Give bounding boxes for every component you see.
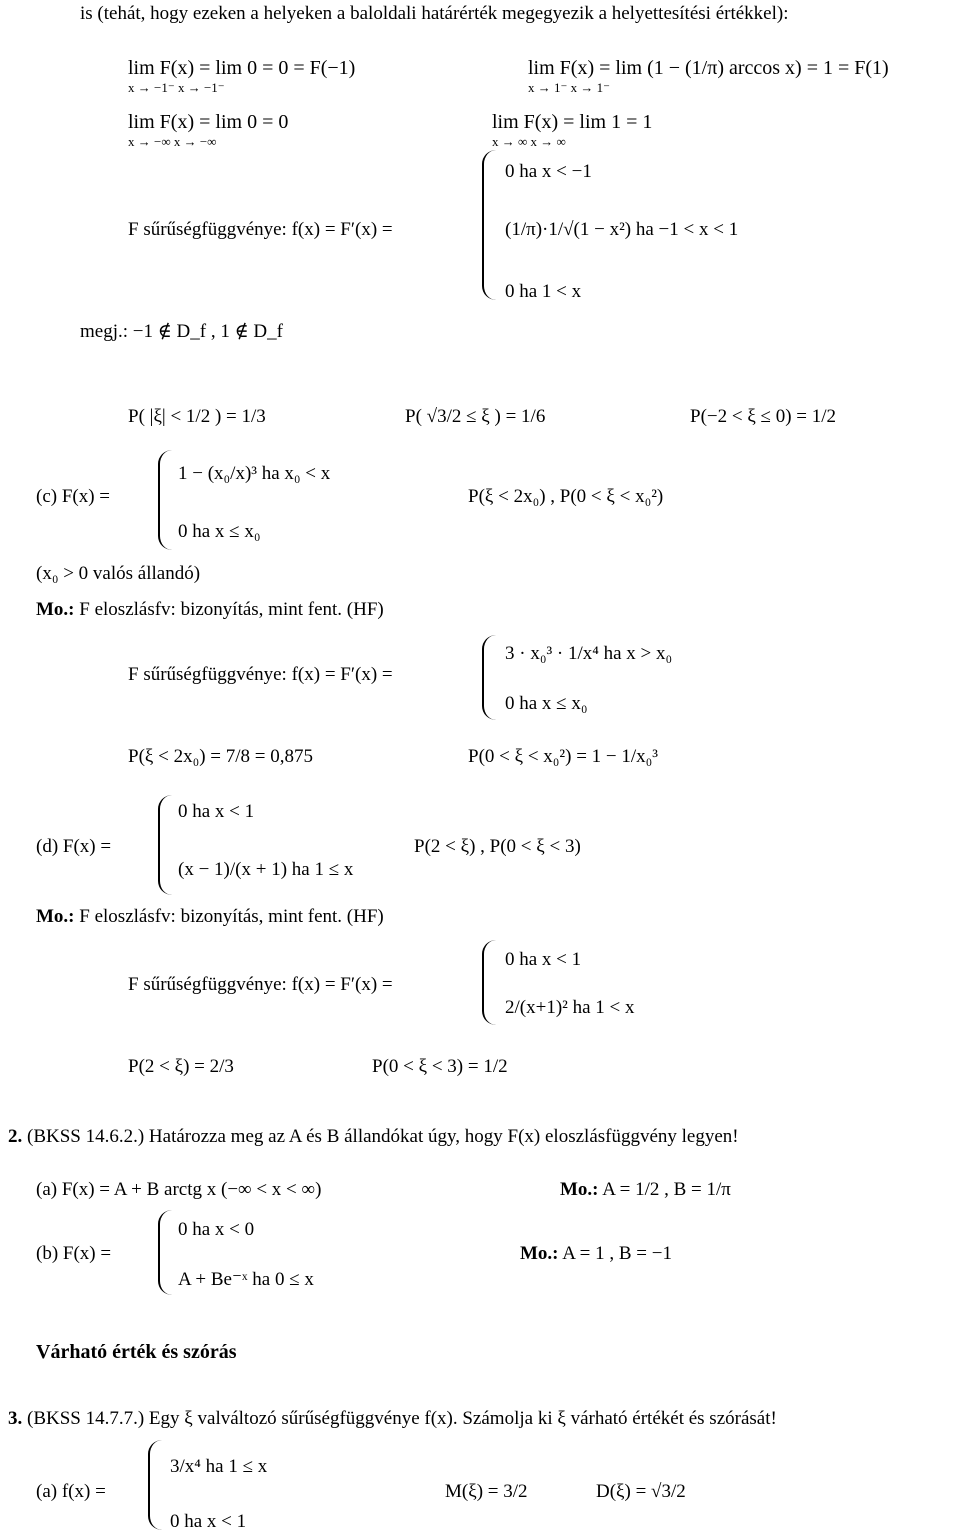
case-brace [482, 940, 498, 1025]
mo-label: Mo.: [560, 1179, 599, 1200]
part-c-case-2: 0 ha x ≤ x₀ [178, 521, 261, 542]
limit-1-sub: x → −1⁻ x → −1⁻ [128, 80, 225, 95]
part-d-case-2: (x − 1)/(x + 1) ha 1 ≤ x [178, 859, 354, 880]
part-d-question: P(2 < ξ) , P(0 < ξ < 3) [414, 836, 581, 857]
mo-text: F eloszlásfv: bizonyítás, mint fent. (HF) [79, 906, 384, 927]
limit-3-sub: x → −∞ x → −∞ [128, 134, 217, 149]
task-3-mean: M(ξ) = 3/2 [445, 1481, 528, 1502]
case-brace [482, 150, 498, 300]
limit-4-sub: x → ∞ x → ∞ [492, 134, 566, 149]
task-3-number: 3. [8, 1408, 23, 1429]
density-1-case-3: 0 ha 1 < x [505, 281, 582, 302]
section-heading: Várható érték és szórás [36, 1341, 237, 1363]
prob-b-2: P( √3/2 ≤ ξ ) = 1/6 [405, 406, 546, 427]
mo-label: Mo.: [520, 1243, 559, 1264]
task-3-case-1: 3/x⁴ ha 1 ≤ x [170, 1456, 268, 1477]
density-d-case-2: 2/(x+1)² ha 1 < x [505, 997, 635, 1018]
limit-2-sub: x → 1⁻ x → 1⁻ [528, 80, 610, 95]
density-label-c: F sűrűségfüggvénye: f(x) = F′(x) = [128, 664, 393, 685]
limit-4: lim F(x) = lim 1 = 1 [492, 111, 653, 133]
task-3-text: (BKSS 14.7.7.) Egy ξ valváltozó sűrűségfüggvénye f(x). Számolja ki ξ várható értékét és szórását! [27, 1408, 777, 1429]
task-3-a-label: (a) f(x) = [36, 1481, 106, 1502]
part-c-answer-2: P(0 < ξ < x₀²) = 1 − 1/x₀³ [468, 746, 658, 767]
density-1-case-1: 0 ha x < −1 [505, 161, 592, 182]
density-1-case-2: (1/π)·1/√(1 − x²) ha −1 < x < 1 [505, 219, 739, 240]
task-2-b-case-1: 0 ha x < 0 [178, 1219, 255, 1240]
part-d-case-1: 0 ha x < 1 [178, 801, 255, 822]
prob-b-3: P(−2 < ξ ≤ 0) = 1/2 [690, 406, 837, 427]
limit-1: lim F(x) = lim 0 = 0 = F(−1) [128, 57, 356, 79]
density-label-1: F sűrűségfüggvénye: f(x) = F′(x) = [128, 219, 393, 240]
case-brace [148, 1440, 164, 1530]
case-brace [158, 1210, 174, 1295]
task-2-b-label: (b) F(x) = [36, 1243, 112, 1264]
part-d-label: (d) F(x) = [36, 836, 112, 857]
part-c-case-1: 1 − (x₀/x)³ ha x₀ < x [178, 463, 331, 484]
case-brace [158, 795, 174, 895]
megj-note: megj.: −1 ∉ D_f , 1 ∉ D_f [80, 321, 283, 342]
task-2-b-case-2: A + Be⁻ˣ ha 0 ≤ x [178, 1269, 314, 1290]
mo-label: Mo.: [36, 906, 75, 927]
part-c-label: (c) F(x) = [36, 486, 111, 507]
limit-3: lim F(x) = lim 0 = 0 [128, 111, 289, 133]
task-3-case-2: 0 ha x < 1 [170, 1511, 247, 1532]
task-3-std: D(ξ) = √3/2 [596, 1481, 686, 1502]
prob-b-1: P( |ξ| < 1/2 ) = 1/3 [128, 406, 266, 427]
limit-2: lim F(x) = lim (1 − (1/π) arccos x) = 1 = F(1) [528, 57, 889, 79]
task-2-a-answer: A = 1/2 , B = 1/π [602, 1179, 731, 1200]
mo-text: F eloszlásfv: bizonyítás, mint fent. (HF) [79, 599, 384, 620]
density-d-case-1: 0 ha x < 1 [505, 949, 582, 970]
part-d-answer-1: P(2 < ξ) = 2/3 [128, 1056, 234, 1077]
part-d-answer-2: P(0 < ξ < 3) = 1/2 [372, 1056, 508, 1077]
intro-text: is (tehát, hogy ezeken a helyeken a baloldali határérték megegyezik a helyettesítési értékkel): [80, 3, 789, 24]
density-label-d: F sűrűségfüggvénye: f(x) = F′(x) = [128, 974, 393, 995]
case-brace [482, 635, 498, 720]
part-c-answer-1: P(ξ < 2x₀) = 7/8 = 0,875 [128, 746, 313, 767]
mo-label: Mo.: [36, 599, 75, 620]
density-c-case-1: 3 · x₀³ · 1/x⁴ ha x > x₀ [505, 643, 673, 664]
task-2-number: 2. [8, 1126, 23, 1147]
task-2-b-answer: A = 1 , B = −1 [562, 1243, 672, 1264]
case-brace [158, 450, 174, 550]
task-2-text: (BKSS 14.6.2.) Határozza meg az A és B állandókat úgy, hogy F(x) eloszlásfüggvény legyen! [27, 1126, 739, 1147]
part-c-question: P(ξ < 2x₀) , P(0 < ξ < x₀²) [468, 486, 664, 507]
task-2-a: (a) F(x) = A + B arctg x (−∞ < x < ∞) [36, 1179, 322, 1200]
part-c-const: (x₀ > 0 valós állandó) [36, 563, 201, 584]
density-c-case-2: 0 ha x ≤ x₀ [505, 693, 588, 714]
